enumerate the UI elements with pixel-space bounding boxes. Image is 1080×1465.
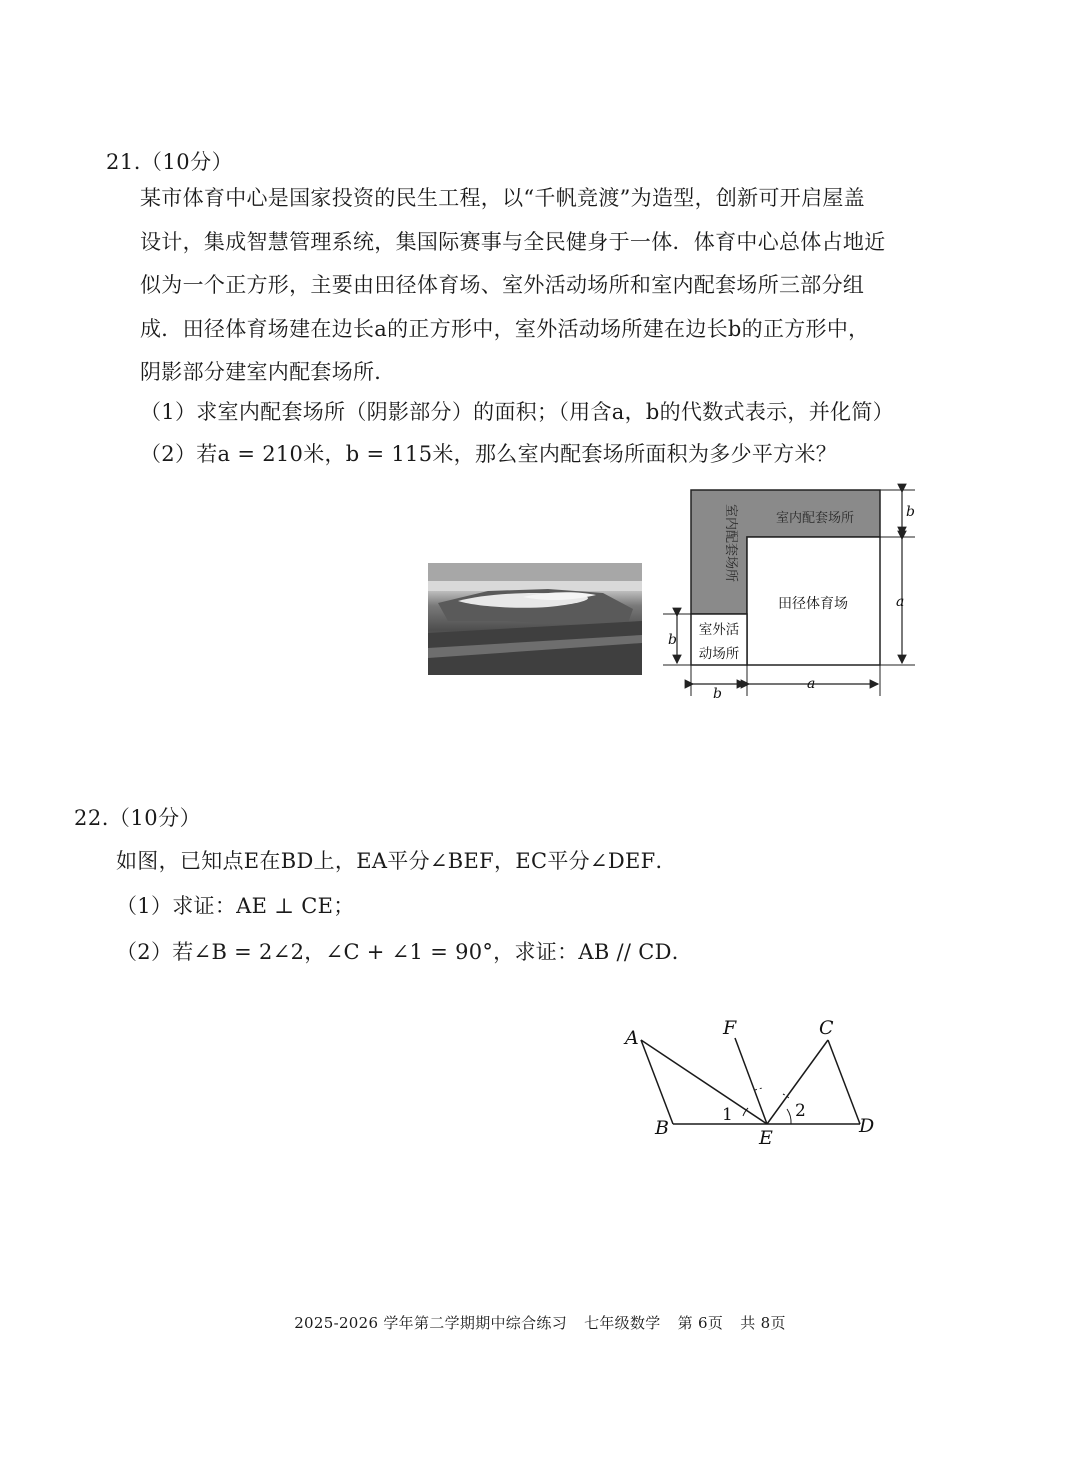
q22-part2: （2）若∠B = 2∠2，∠C + ∠1 = 90°，求证：AB // CD． [116,940,694,964]
q21-line-5: 阴影部分建室内配套场所． [140,360,396,384]
label-track: 田径体育场 [778,595,848,611]
q21-part1: （1）求室内配套场所（阴影部分）的面积；（用含a，b的代数式表示，并化简） [140,400,894,424]
point-e-label: E [759,1127,773,1149]
q21-line-4: 成．田径体育场建在边长a的正方形中，室外活动场所建在边长b的正方形中， [140,316,870,341]
label-indoor-top: 室内配套场所 [775,510,855,525]
segment-cd [828,1040,860,1124]
label-outdoor-1: 室外活 [698,622,740,637]
q21-header [106,146,233,176]
dim-a-bottom: a [807,676,816,692]
q21-points: （10分） [140,150,234,174]
footer-subject: 七年级数学 [584,1314,661,1332]
dim-b-left: b [668,632,677,648]
point-d-label: D [859,1115,875,1137]
q22-header [74,802,201,832]
dim-a-right: a [896,594,905,610]
footer-total: 共 8页 [740,1314,786,1332]
point-a-label: A [625,1027,639,1049]
page-footer [0,1312,1080,1333]
segment-ab [641,1040,673,1124]
q22-geometry-figure [615,1012,885,1152]
label-outdoor-2: 动场所 [698,646,740,661]
point-c-label: C [819,1017,834,1039]
dim-b-right: b [906,504,915,520]
q22-points: （10分） [108,806,202,830]
footer-exam: 2025-2026 学年第二学期期中综合练习 [294,1314,567,1332]
q22-intro: 如图，已知点E在BD上，EA平分∠BEF，EC平分∠DEF． [116,849,677,873]
sports-center-photo [428,563,642,675]
q22-part1: （1）求证：AE ⊥ CE； [116,894,355,918]
q21-line-2: 设计，集成智慧管理系统，集国际赛事与全民健身于一体．体育中心总体占地近 [140,229,886,254]
dim-b-bottom: b [713,686,722,702]
footer-page: 第 6页 [677,1314,724,1332]
q21-area-figure [655,482,925,704]
q21-line-1: 某市体育中心是国家投资的民生工程，以“千帆竞渡”为造型，创新可开启屋盖 [140,186,865,210]
angle-1-label: 1 [722,1105,733,1125]
q21-part2: （2）若a = 210米，b = 115米，那么室内配套场所面积为多少平方米？ [140,442,838,466]
angle-2-label: 2 [795,1101,806,1121]
segment-ae [641,1040,767,1124]
q21-body [140,177,886,395]
point-f-label: F [723,1017,737,1039]
point-b-label: B [655,1117,669,1139]
q22-number: 22. [74,806,109,830]
segment-ef [735,1038,767,1124]
label-indoor-side: 室内配套场所 [724,504,739,583]
q21-number: 21. [106,150,141,174]
q21-line-3: 似为一个正方形，主要由田径体育场、室外活动场所和室内配套场所三部分组 [140,273,865,297]
